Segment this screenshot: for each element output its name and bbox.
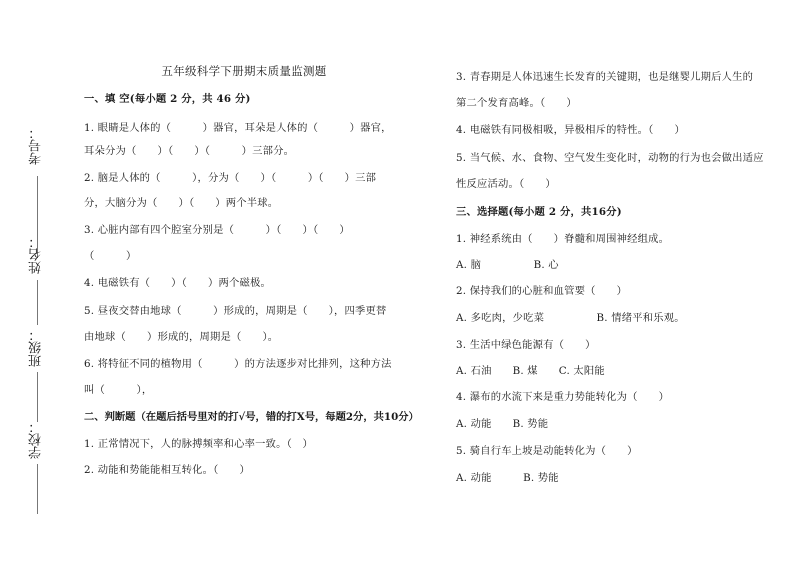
question-line: 1. 正常情况下，人的脉搏频率和心率一致。（ ） [84,438,313,450]
question-line: 分，大脑分为（ ）（ ）两个半球。 [84,197,279,209]
question-line: 3. 生活中绿色能源有（ ） [456,339,596,351]
class-line [37,372,38,422]
section-heading-fill-blank: 一、填 空(每小题 2 分，共 46 分) [84,93,251,105]
question-line: 5. 昼夜交替由地球（ ）形成的，周期是（ ），四季更替 [84,305,387,317]
question-line: 5. 骑自行车上坡是动能转化为（ ） [456,445,638,457]
name-label: 姓名： [29,235,44,275]
question-line: 第二个发育高峰。（ ） [456,97,577,109]
question-line: （ ） [84,250,137,262]
name-line [37,280,38,325]
question-line: 叫（ ）， [84,384,153,396]
question-line: 2. 脑是人体的（ ），分为（ ）（ ）（ ）三部 [84,172,377,184]
section-heading-multiple-choice: 三、选择题(每小题 2 分，共16分) [456,206,622,218]
question-line: 1. 神经系统由（ ）脊髓和周围神经组成。 [456,233,670,245]
question-line: 由地球（ ）形成的，周期是（ ）。 [84,331,279,343]
class-label: 班级： [29,328,44,368]
answer-options: A. 多吃肉，少吃菜 B. 情绪平和乐观。 [456,312,685,324]
question-line: 4. 电磁铁有同极相吸，异极相斥的特性。（ ） [456,124,685,136]
question-line: 2. 保持我们的心脏和血管要（ ） [456,285,628,297]
question-line: 2. 动能和势能能相互转化。（ ） [84,464,250,476]
question-line: 3. 心脏内部有四个腔室分别是（ ）（ ）（ ） [84,224,350,236]
section-heading-true-false: 二、判断题（在题后括号里对的打√号，错的打X号，每题2分，共10分） [84,411,419,423]
exam-title: 五年级科学下册期末质量监测题 [161,64,327,78]
question-line: 3. 青春期是人体迅速生长发育的关键期，也是继婴儿期后人生的 [456,71,754,83]
question-line: 6. 将特征不同的植物用（ ）的方法逐步对比排列，这种方法 [84,358,392,370]
answer-options: A. 脑 B. 心 [456,259,559,271]
answer-options: A. 动能 B. 势能 [456,418,549,430]
answer-options: A. 动能 B. 势能 [456,472,559,484]
binding-margin [0,0,80,562]
answer-options: A. 石油 B. 煤 C. 太阳能 [456,365,605,377]
question-line: 5. 当气候、水、食物、空气发生变化时，动物的行为也会做出适应 [456,152,764,164]
question-line: 耳朵分为（ ）（ ）（ ）三部分。 [84,145,295,157]
question-line: 1. 眼睛是人体的（ ）器官，耳朵是人体的（ ）器官， [84,122,392,134]
question-line: 4. 电磁铁有（ ）（ ）两个磁极。 [84,277,271,289]
question-line: 4. 瀑布的水流下来是重力势能转化为（ ） [456,391,670,403]
question-line: 性反应活动。（ ） [456,178,556,190]
school-line [37,464,38,514]
school-label: 学校： [29,420,44,460]
exam-no-label: 考号： [29,126,44,166]
